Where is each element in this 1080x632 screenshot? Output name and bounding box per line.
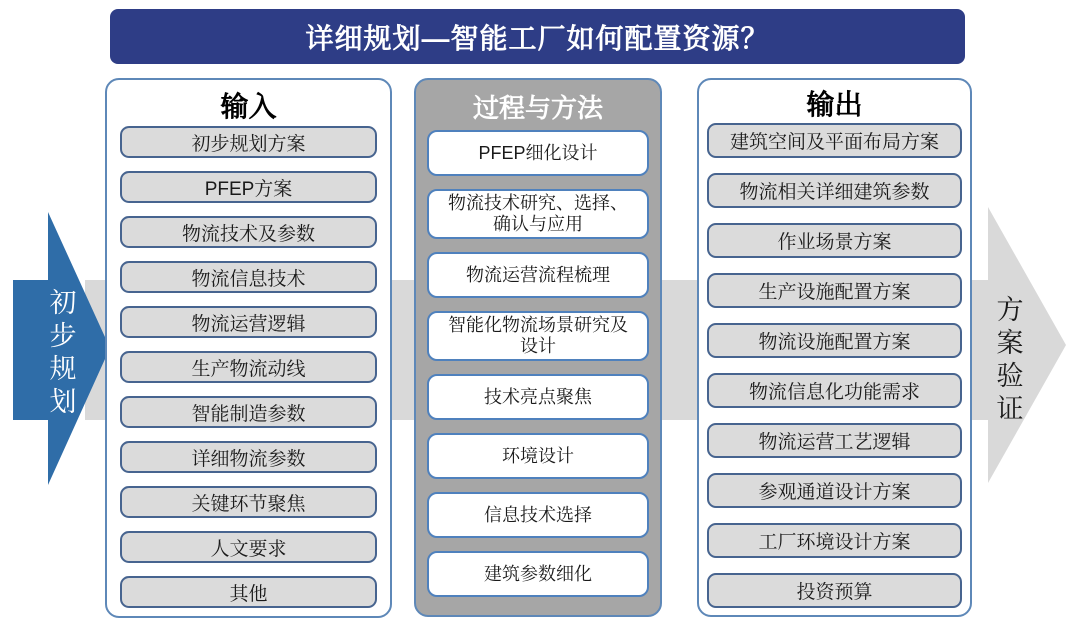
output-column xyxy=(697,78,972,617)
process-item: 技术亮点聚焦 xyxy=(427,374,649,420)
process-column xyxy=(414,78,662,617)
output-items-list xyxy=(707,123,962,608)
input-item: 初步规划方案 xyxy=(120,126,377,158)
process-items-list xyxy=(427,130,649,597)
process-item: PFEP细化设计 xyxy=(427,130,649,176)
input-column xyxy=(105,78,392,618)
input-item: 生产物流动线 xyxy=(120,351,377,383)
input-item: 智能制造参数 xyxy=(120,396,377,428)
process-item: 智能化物流场景研究及设计 xyxy=(427,311,649,361)
process-item: 建筑参数细化 xyxy=(427,551,649,597)
process-item: 信息技术选择 xyxy=(427,492,649,538)
input-item: 人文要求 xyxy=(120,531,377,563)
input-items-list xyxy=(120,126,377,608)
input-item: 物流运营逻辑 xyxy=(120,306,377,338)
input-item: 关键环节聚焦 xyxy=(120,486,377,518)
preliminary-planning-label: 初步规划 xyxy=(49,288,77,417)
output-item: 投资预算 xyxy=(707,573,962,608)
input-item: 详细物流参数 xyxy=(120,441,377,473)
process-item: 物流技术研究、选择、确认与应用 xyxy=(427,189,649,239)
plan-verification-label: 方案验证 xyxy=(996,295,1024,424)
output-item: 物流信息化功能需求 xyxy=(707,373,962,408)
output-item: 生产设施配置方案 xyxy=(707,273,962,308)
diagram-title: 详细规划—智能工厂如何配置资源？ xyxy=(110,9,965,64)
input-item: 其他 xyxy=(120,576,377,608)
output-item: 物流设施配置方案 xyxy=(707,323,962,358)
output-item: 物流运营工艺逻辑 xyxy=(707,423,962,458)
output-item: 建筑空间及平面布局方案 xyxy=(707,123,962,158)
input-item: 物流技术及参数 xyxy=(120,216,377,248)
output-column-header: 输出 xyxy=(806,89,863,120)
output-item: 工厂环境设计方案 xyxy=(707,523,962,558)
input-item: 物流信息技术 xyxy=(120,261,377,293)
output-item: 参观通道设计方案 xyxy=(707,473,962,508)
output-item: 作业场景方案 xyxy=(707,223,962,258)
process-item: 物流运营流程梳理 xyxy=(427,252,649,298)
process-column-header: 过程与方法 xyxy=(472,93,603,123)
input-column-header: 输入 xyxy=(220,91,277,122)
process-item: 环境设计 xyxy=(427,433,649,479)
output-item: 物流相关详细建筑参数 xyxy=(707,173,962,208)
input-item: PFEP方案 xyxy=(120,171,377,203)
